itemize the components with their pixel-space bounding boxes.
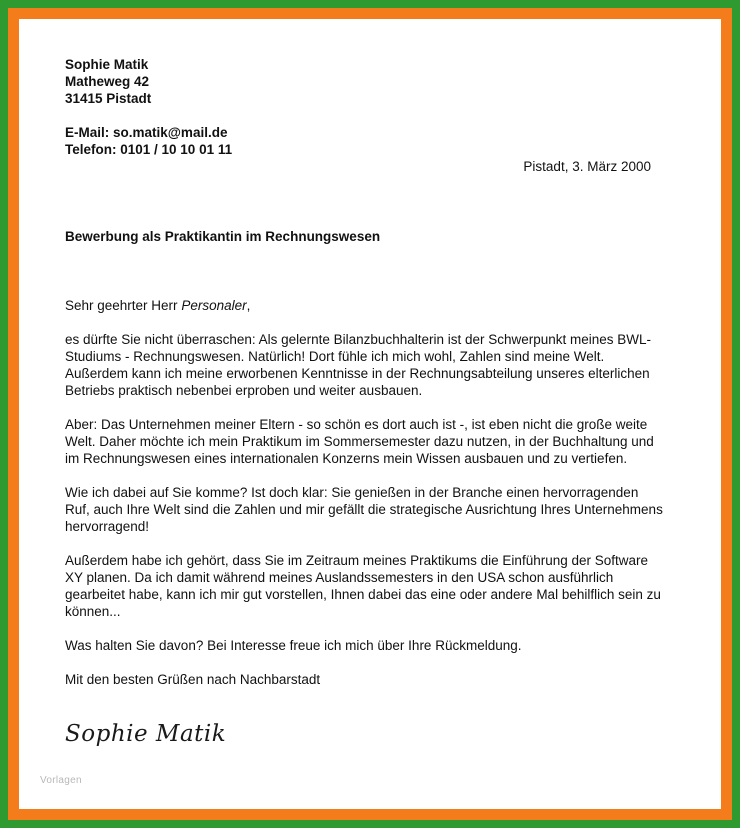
letter-date: Pistadt, 3. März 2000 xyxy=(523,159,651,174)
closing-greeting: Mit den besten Grüßen nach Nachbarstadt xyxy=(65,672,321,687)
paragraph-company: Wie ich dabei auf Sie komme? Ist doch klar: Sie genießen in der Branche einen hervorragenden Ruf, auch Ihre Welt sind die Zahlen und mir gefällt die strategische Ausrichtung Ihres Unternehmens hervorragend! xyxy=(65,485,663,534)
salutation xyxy=(65,297,665,314)
paragraph-experience: Außerdem habe ich gehört, dass Sie im Zeitraum meines Praktikums die Einführung der Software XY planen. Da ich damit während meines Auslandssemesters in den USA schon ausführlich gearbeitet habe, kann ich mir gut vorstellen, Ihnen dabei das eine oder andere Mal behilflich sein zu können... xyxy=(65,553,661,619)
sender-street: Matheweg 42 xyxy=(65,74,150,89)
sender-phone: Telefon: 0101 / 10 10 01 11 xyxy=(65,142,233,157)
sender-email: E-Mail: so.matik@mail.de xyxy=(65,125,228,140)
paragraph-intro: es dürfte Sie nicht überraschen: Als gelernte Bilanzbuchhalterin ist der Schwerpunkt meines BWL-Studiums - Rechnungswesen. Natürlich! Dort fühle ich mich wohl, Zahlen sind meine Welt. Außerdem kann ich meine erworbenen Kenntnisse in der Rechnungsabteilung unseres elterlichen Betriebs praktisch nebenbei erproben und weiter ausbauen. xyxy=(65,332,652,398)
letter-subject: Bewerbung als Praktikantin im Rechnungswesen xyxy=(65,229,381,244)
salutation-prefix: Sehr geehrter Herr xyxy=(65,298,182,313)
sender-gap xyxy=(65,107,232,124)
letter-page xyxy=(19,19,721,809)
handwritten-signature: Sophie Matik xyxy=(65,721,227,747)
closing-question: Was halten Sie davon? Bei Interesse freue ich mich über Ihre Rückmeldung. xyxy=(65,638,522,653)
paragraph-motivation: Aber: Das Unternehmen meiner Eltern - so schön es dort auch ist -, ist eben nicht die große weite Welt. Daher möchte ich mein Praktikum im Sommersemester dazu nutzen, in der Buchhaltung und im Rechnungswesen eines internationalen Konzerns mein Wissen ausbauen und zu vertiefen. xyxy=(65,417,654,466)
sender-name: Sophie Matik xyxy=(65,57,149,72)
letter-body xyxy=(65,297,665,705)
sender-city: 31415 Pistadt xyxy=(65,91,152,106)
sender-block xyxy=(65,56,232,158)
salutation-name: Personaler xyxy=(181,298,247,313)
watermark-text: Vorlagen xyxy=(40,775,82,786)
salutation-suffix: , xyxy=(246,298,251,313)
